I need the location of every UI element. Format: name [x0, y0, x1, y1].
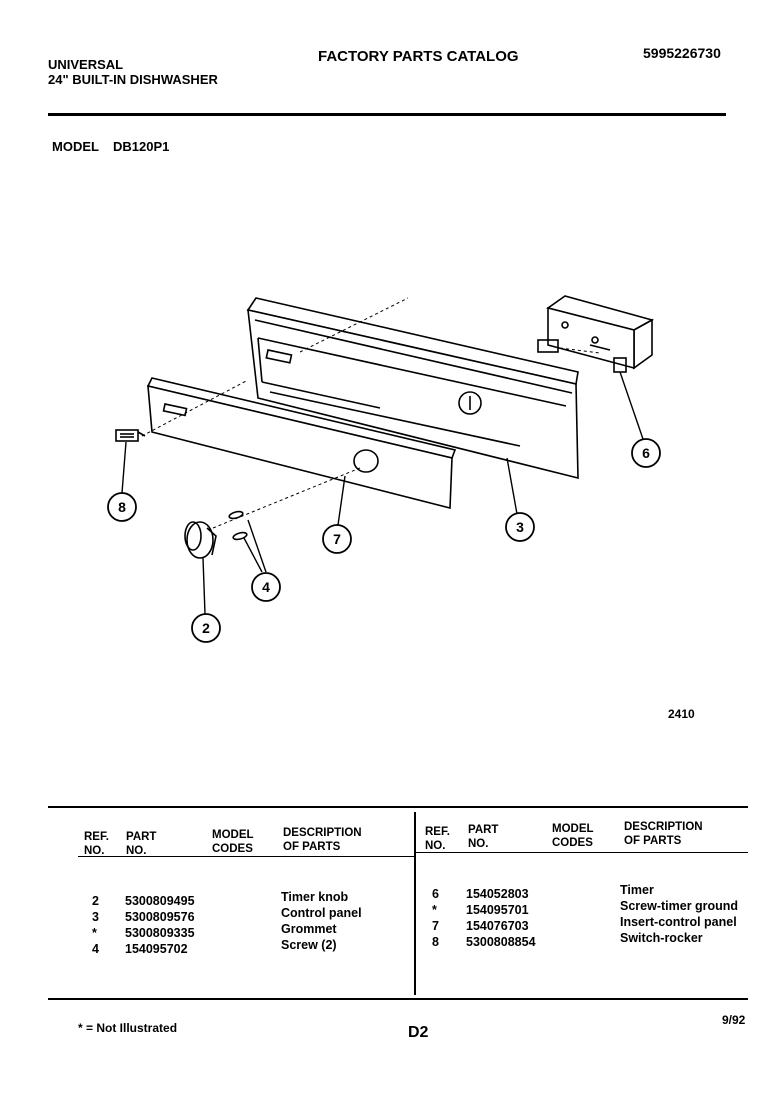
product-name: 24" BUILT-IN DISHWASHER [48, 72, 218, 87]
table-row-part: 154095701 [466, 903, 529, 917]
switch-rocker-part [116, 430, 145, 441]
table-row-part: 154052803 [466, 887, 529, 901]
table-row-desc: Switch-rocker [620, 931, 703, 945]
callout-4-label: 4 [262, 579, 270, 595]
header-part: PART NO. [126, 831, 157, 857]
table-bottom-rule [48, 998, 748, 1000]
table-row-ref: 4 [92, 942, 99, 956]
table-row-ref: * [92, 926, 97, 940]
table-row-ref: 2 [92, 894, 99, 908]
header-description-right: DESCRIPTION OF PARTS [624, 821, 703, 847]
not-illustrated-note: * = Not Illustrated [78, 1021, 178, 1035]
header-description: DESCRIPTION OF PARTS [283, 827, 362, 853]
page-number: D2 [408, 1024, 429, 1041]
timer-part [538, 296, 652, 372]
table-row-part: 154095702 [125, 942, 188, 956]
callout-8-label: 8 [118, 499, 126, 515]
table-row-desc: Screw-timer ground [620, 899, 739, 913]
left-ref-column [92, 893, 99, 957]
table-row-ref: 7 [432, 919, 439, 933]
table-top-rule [48, 806, 748, 808]
table-row-desc: Insert-control panel [620, 915, 737, 929]
header-model-codes: MODEL CODES [212, 829, 254, 855]
right-header-rule [416, 852, 748, 853]
header-ref: REF. NO. [84, 831, 109, 857]
model-label: MODEL [52, 139, 99, 154]
catalog-title: FACTORY PARTS CATALOG [318, 48, 519, 65]
table-row-desc: Timer knob [281, 890, 349, 904]
catalog-date: 9/92 [722, 1013, 746, 1027]
right-ref-column [432, 886, 439, 950]
catalog-number: 5995226730 [643, 45, 721, 61]
callout-2-label: 2 [202, 620, 210, 636]
callout-7-label: 7 [333, 531, 341, 547]
table-row-desc: Control panel [281, 906, 362, 920]
brand: UNIVERSAL [48, 57, 124, 72]
header-part-right: PART NO. [468, 824, 499, 850]
right-desc-column [620, 882, 738, 946]
left-part-column [125, 893, 195, 957]
table-row-part: 5300808854 [466, 935, 536, 949]
table-row-desc: Grommet [281, 922, 337, 936]
table-row-part: 5300809495 [125, 894, 195, 908]
header-model-codes-right: MODEL CODES [552, 823, 594, 849]
table-row-desc: Timer [620, 883, 654, 897]
model-number: DB120P1 [113, 139, 170, 154]
table-row-ref: * [432, 903, 437, 917]
table-row-ref: 3 [92, 910, 99, 924]
table-row-ref: 6 [432, 887, 439, 901]
table-row-ref: 8 [432, 935, 439, 949]
table-row-part: 5300809576 [125, 910, 195, 924]
table-divider [414, 812, 416, 995]
figure-number: 2410 [668, 707, 695, 720]
table-row-desc: Screw (2) [281, 938, 337, 952]
table-row-part: 5300809335 [125, 926, 195, 940]
callout-6-label: 6 [642, 445, 650, 461]
left-desc-column [281, 889, 362, 953]
right-part-column [466, 886, 536, 950]
header-ref-right: REF. NO. [425, 826, 450, 852]
callout-3-label: 3 [516, 519, 524, 535]
timer-knob-part [185, 522, 216, 558]
table-row-part: 154076703 [466, 919, 529, 933]
screws-part [228, 510, 247, 540]
